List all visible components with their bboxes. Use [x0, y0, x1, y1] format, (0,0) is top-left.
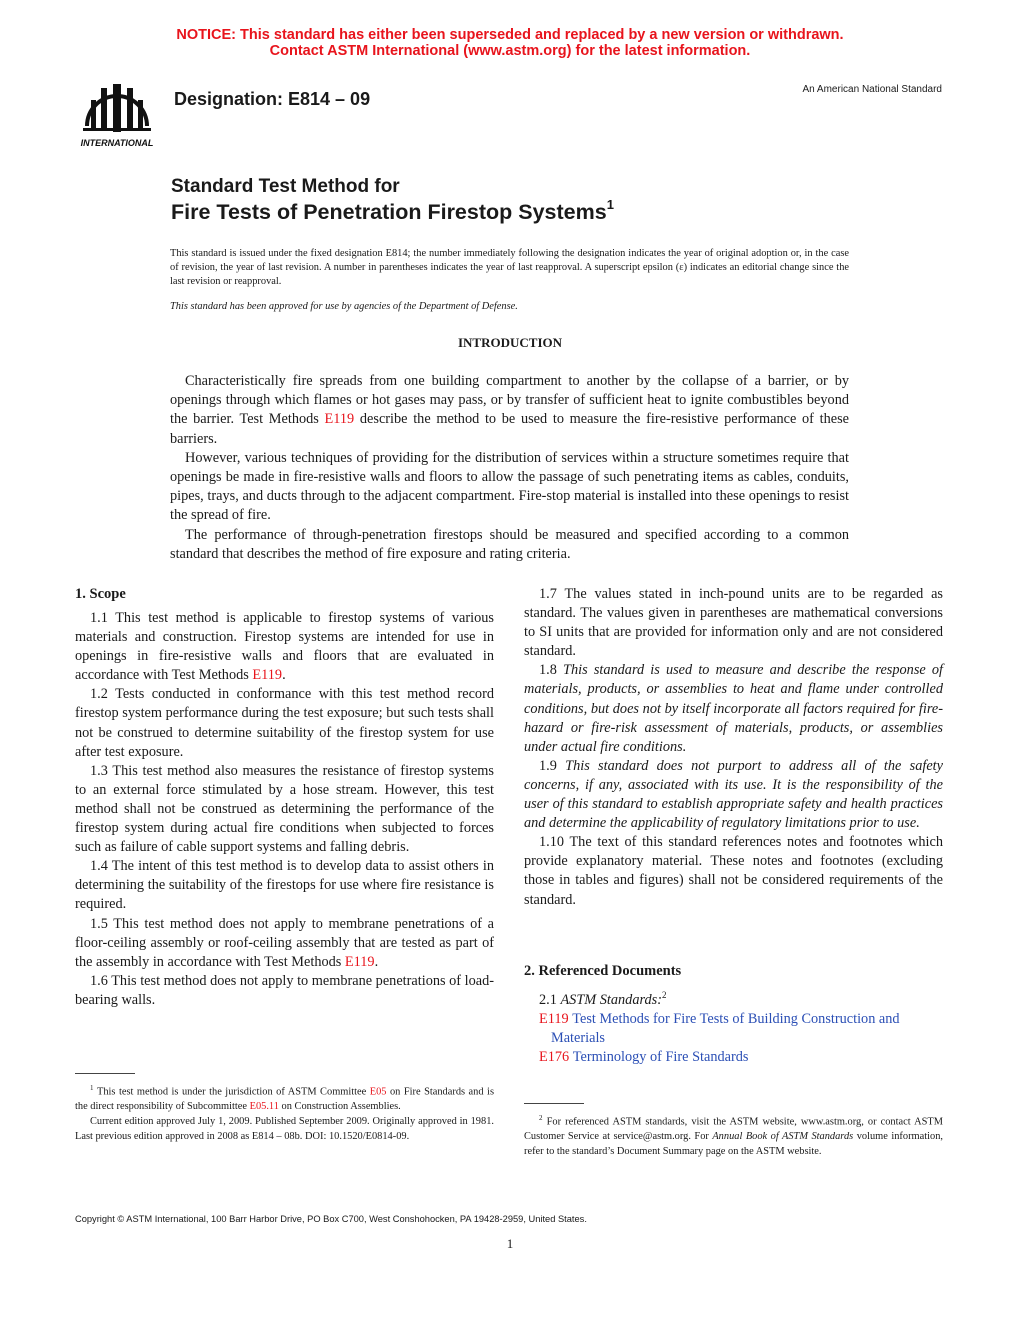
- page-number: 1: [506, 1236, 514, 1251]
- national-standard-label: An American National Standard: [802, 84, 942, 95]
- dod-note: This standard has been approved for use by agencies of the Department of Defense.: [170, 301, 518, 312]
- scope-1-3: 1.3 This test method also measures the resistance of firestop systems to an external force stimulated by a hose stream. However, this test method shall not be construed as determining the performance of the firestop system during actual fire conditions when subjected to forces such as failure of cable support systems and falling debris.: [75, 762, 494, 856]
- footnote-divider: [75, 1073, 135, 1074]
- scope-1-8: 1.8 This standard is used to measure and describe the response of materials, products, or assemblies to heat and flame under controlled conditions, but does not by itself incorporate all factors required for fire-hazard or fire-risk assessment of materials, products, or assemblies under actual fire conditions.: [524, 662, 943, 755]
- introduction-heading: INTRODUCTION: [457, 335, 562, 350]
- notice-line-1: NOTICE: This standard has either been superseded and replaced by a new version or withdrawn.: [176, 27, 844, 43]
- designation: Designation: E814 – 09: [174, 89, 371, 109]
- copyright: Copyright © ASTM International, 100 Barr Harbor Drive, PO Box C700, West Conshohocken, PA 19428-2959, United States.: [75, 1214, 587, 1224]
- e05-link[interactable]: E05: [369, 1086, 387, 1098]
- footnote-1: $^1$ This test method is under the jurisdiction of ASTM Committee E05 on Fire Standards and is the direct responsibility of Subcommittee E05.11 on Construction Assemblies. Current edition approved July 1, 2009. Published September 2009. Originally approved in 1981. Last previous edition approved in 2008 as E814 – 08b. DOI: 10.1520/E0814-09.: [75, 1084, 494, 1143]
- reference-e119[interactable]: E119 Test Methods for Fire Tests of Building Construction and Materials: [539, 1010, 900, 1046]
- referenced-documents-heading: 2. Referenced Documents: [524, 963, 682, 979]
- astm-standards-label: 2.1 ASTM Standards:$^2$: [539, 990, 667, 1008]
- scope-1-7: 1.7 The values stated in inch-pound units are to be regarded as standard. The values given in parentheses are mathematical conversions to SI units that are provided for information only and are not considered standard.: [524, 586, 943, 660]
- intro-paragraph-2: However, various techniques of providing for the distribution of services within a structure sometimes require that openings be made in fire-resistive walls and floors to allow the passage of such penetrating items as cables, conduits, pipes, trays, and ducts through to the adjacent compartment. Fire-stop material is installed into these openings to resist the spread of fire.: [170, 449, 849, 524]
- astm-logo: [73, 74, 161, 150]
- title-text: Fire Tests of Penetration Firestop Systems: [171, 200, 607, 225]
- scope-1-1: 1.1 This test method is applicable to firestop systems of various materials and construction. Firestop systems are intended for use in openings in fire-resistive walls and floors that are evaluated in accordance with Test Methods E119.: [75, 610, 494, 684]
- scope-heading: 1. Scope: [75, 586, 126, 602]
- reference-e176[interactable]: E176 Terminology of Fire Standards: [539, 1049, 749, 1066]
- title-footnote-mark[interactable]: 1: [606, 197, 614, 212]
- scope-column-1: [75, 609, 494, 1010]
- intro-paragraph-1: Characteristically fire spreads from one building compartment to another by the collapse of a barrier, or by openings through which flames or hot gases may pass, or by transfer of sufficient heat to ignite combustibles beyond the barrier. Test Methods E119 describe the method to be used to measure the fire-resistive performance of these barriers.: [170, 373, 849, 447]
- e119-link[interactable]: E119: [252, 667, 283, 684]
- e119-link[interactable]: E119: [324, 411, 355, 428]
- scope-1-4: 1.4 The intent of this test method is to develop data to assist others in determining the suitability of the firestops for use where fire resistance is required.: [75, 858, 494, 913]
- title-line-1: Standard Test Method for: [171, 176, 400, 197]
- scope-1-10: 1.10 The text of this standard references notes and footnotes which provide explanatory material. These notes and footnotes (excluding those in tables and figures) shall not be considered requirements of the standard.: [524, 834, 943, 908]
- scope-1-2: 1.2 Tests conducted in conformance with this test method record firestop system performance during the test exposure; but such tests shall not be construed to determine suitability of the firestop system for use after test exposure.: [75, 686, 494, 760]
- issued-note: This standard is issued under the fixed designation E814; the number immediately following the designation indicates the year of original adoption or, in the case of revision, the year of last revision. A number in parentheses indicates the year of last reapproval. A superscript epsilon (ε) indicates an editorial change since the last revision or reapproval.: [170, 248, 849, 287]
- scope-1-6: 1.6 This test method does not apply to membrane penetrations of load-bearing walls.: [75, 972, 494, 1008]
- scope-column-2: [524, 585, 943, 910]
- referenced-documents: [524, 986, 943, 1067]
- logo-text: INTERNATIONAL: [80, 138, 154, 148]
- footnote-divider: [524, 1103, 584, 1104]
- title-line-2: [171, 199, 614, 225]
- notice-line-2: Contact ASTM International (www.astm.org) for the latest information.: [269, 43, 751, 59]
- withdrawn-notice: [0, 27, 1020, 59]
- e119-link[interactable]: E119: [344, 953, 375, 970]
- e05-11-link[interactable]: E05.11: [249, 1101, 279, 1113]
- footnote-1-edition: Current edition approved July 1, 2009. Published September 2009. Originally approved in 1981. Last previous edition approved in 2008 as E814 – 08b. DOI: 10.1520/E0814-09.: [75, 1116, 494, 1143]
- footnote-2: $^2$ For referenced ASTM standards, visit the ASTM website, www.astm.org, or contact ASTM Customer Service at service@astm.org. For Annual Book of ASTM Standards volume information, refer to the standard’s Document Summary page on the ASTM website.: [524, 1114, 943, 1158]
- introduction-body: [170, 372, 849, 564]
- scope-1-5: 1.5 This test method does not apply to membrane penetrations of a floor-ceiling assembly or roof-ceiling assembly that are tested as part of the assembly in accordance with Test Methods E119.: [75, 915, 494, 970]
- scope-1-9: 1.9 This standard does not purport to address all of the safety concerns, if any, associated with its use. It is the responsibility of the user of this standard to establish appropriate safety and health practices and determine the applicability of regulatory limitations prior to use.: [524, 757, 943, 832]
- intro-paragraph-3: The performance of through-penetration firestops should be measured and specified according to a common standard that describes the method of fire exposure and rating criteria.: [170, 526, 849, 562]
- astm-logo-icon: [73, 74, 161, 150]
